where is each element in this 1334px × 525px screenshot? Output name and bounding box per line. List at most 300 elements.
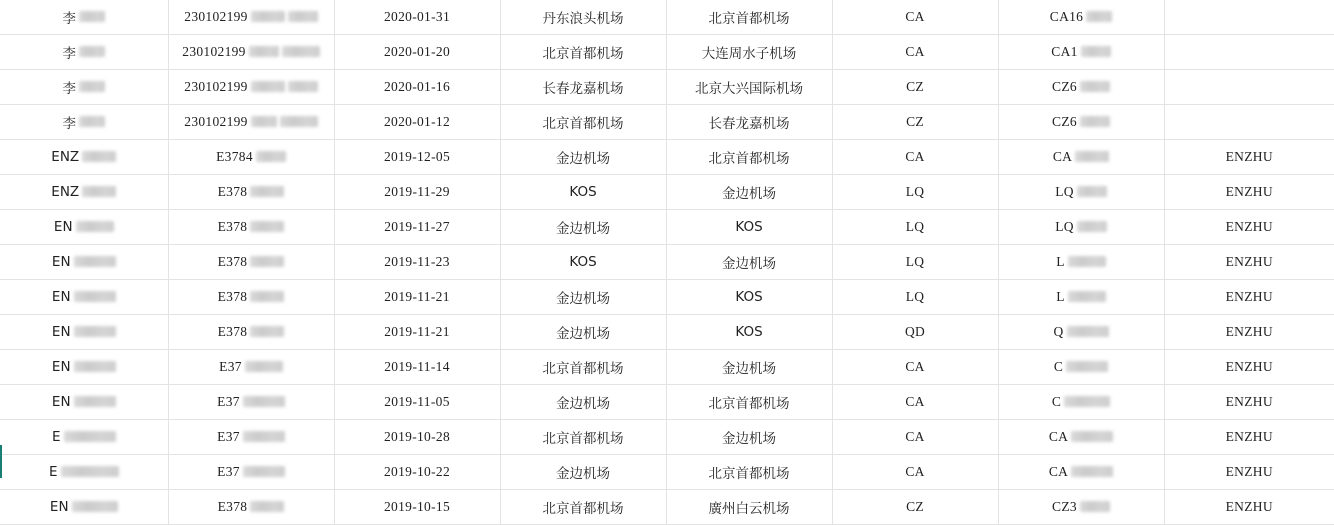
table-row[interactable] bbox=[0, 210, 1334, 245]
arrival-airport-text: 金边机场 bbox=[722, 431, 776, 447]
cell-airline-code[interactable] bbox=[832, 280, 998, 315]
arrival-airport-text: 北京首都机场 bbox=[708, 151, 790, 167]
cell-id-number-content bbox=[217, 464, 285, 480]
cell-id-number[interactable] bbox=[168, 140, 334, 175]
departure-airport-text: 长春龙嘉机场 bbox=[542, 81, 624, 97]
table-row[interactable] bbox=[0, 105, 1334, 140]
cell-record-tag[interactable] bbox=[1164, 280, 1334, 315]
cell-flight-number-content bbox=[1049, 429, 1113, 445]
cell-flight-number-content bbox=[1054, 359, 1108, 375]
cell-airline-code[interactable] bbox=[832, 350, 998, 385]
table-row[interactable] bbox=[0, 70, 1334, 105]
cell-departure-airport-content bbox=[543, 77, 624, 97]
airline-code-text: CA bbox=[905, 359, 925, 374]
cell-id-number-content bbox=[184, 114, 317, 130]
cell-passenger-name-content bbox=[51, 149, 116, 165]
id-number-text: E3784 bbox=[216, 149, 253, 164]
cell-flight-date[interactable] bbox=[334, 420, 500, 455]
cell-passenger-name-content bbox=[49, 464, 119, 480]
cell-flight-date-content bbox=[384, 359, 450, 375]
cell-airline-code[interactable] bbox=[832, 140, 998, 175]
flight-number-text: C bbox=[1053, 359, 1064, 374]
cell-id-number-content bbox=[184, 79, 317, 95]
cell-departure-airport[interactable] bbox=[500, 245, 666, 280]
cell-id-number[interactable] bbox=[168, 245, 334, 280]
cell-departure-airport-content bbox=[569, 184, 596, 200]
cell-record-tag-content bbox=[1226, 289, 1273, 305]
cell-airline-code[interactable] bbox=[832, 105, 998, 140]
cell-departure-airport[interactable] bbox=[500, 140, 666, 175]
cell-id-number[interactable] bbox=[168, 280, 334, 315]
cell-flight-date[interactable] bbox=[334, 140, 500, 175]
cell-airline-code[interactable] bbox=[832, 175, 998, 210]
cell-flight-date-content bbox=[384, 464, 450, 480]
record-tag-text: ENZHU bbox=[1225, 359, 1273, 374]
cell-airline-code[interactable] bbox=[832, 0, 998, 35]
cell-passenger-name[interactable] bbox=[0, 0, 168, 35]
cell-arrival-airport[interactable] bbox=[666, 490, 832, 525]
arrival-airport-text: KOS bbox=[735, 219, 763, 235]
passenger-name-text: EN bbox=[53, 219, 73, 235]
cell-flight-number-content bbox=[1056, 254, 1106, 270]
cell-flight-date[interactable] bbox=[334, 35, 500, 70]
cell-record-tag[interactable] bbox=[1164, 140, 1334, 175]
cell-airline-code-content bbox=[906, 289, 925, 305]
cell-airline-code[interactable] bbox=[832, 455, 998, 490]
cell-id-number-content bbox=[216, 149, 286, 165]
redaction-block bbox=[256, 151, 286, 162]
arrival-airport-text: 长春龙嘉机场 bbox=[708, 116, 790, 132]
redaction-block bbox=[250, 186, 284, 197]
id-number-text: E37 bbox=[219, 359, 242, 374]
cell-airline-code-content bbox=[906, 79, 924, 95]
cell-flight-date-content bbox=[384, 184, 450, 200]
cell-departure-airport-content bbox=[543, 497, 624, 517]
flight-number-text: CA bbox=[1048, 429, 1069, 444]
cell-airline-code-content bbox=[906, 114, 924, 130]
airline-code-text: LQ bbox=[905, 219, 925, 234]
passenger-name-text: 李 bbox=[62, 11, 76, 27]
passenger-name-text: EN bbox=[49, 499, 69, 515]
arrival-airport-text: 北京首都机场 bbox=[708, 466, 790, 482]
cell-record-tag-content bbox=[1226, 254, 1273, 270]
cell-arrival-airport-content bbox=[709, 147, 790, 167]
flight-date-text: 2019-10-22 bbox=[384, 464, 450, 479]
cell-arrival-airport[interactable] bbox=[666, 350, 832, 385]
cell-flight-number-content bbox=[1053, 149, 1109, 165]
arrival-airport-text: 金边机场 bbox=[722, 256, 776, 272]
cell-departure-airport[interactable] bbox=[500, 385, 666, 420]
cell-arrival-airport[interactable] bbox=[666, 210, 832, 245]
record-tag-text: ENZHU bbox=[1225, 254, 1273, 269]
cell-passenger-name-content bbox=[63, 112, 106, 132]
arrival-airport-text: KOS bbox=[735, 289, 763, 305]
cell-flight-date-content bbox=[384, 429, 450, 445]
redaction-block bbox=[282, 46, 320, 57]
redaction-block bbox=[72, 501, 118, 512]
cell-flight-number[interactable] bbox=[998, 35, 1164, 70]
record-tag-text: ENZHU bbox=[1225, 289, 1273, 304]
cell-airline-code[interactable] bbox=[832, 490, 998, 525]
id-number-text: 230102199 bbox=[182, 44, 246, 59]
cell-record-tag[interactable] bbox=[1164, 315, 1334, 350]
cell-id-number[interactable] bbox=[168, 0, 334, 35]
cell-record-tag-content bbox=[1226, 149, 1273, 165]
cell-departure-airport[interactable] bbox=[500, 420, 666, 455]
record-tag-text: ENZHU bbox=[1225, 429, 1273, 444]
redaction-block bbox=[74, 396, 116, 407]
cell-airline-code-content bbox=[906, 219, 925, 235]
cell-arrival-airport[interactable] bbox=[666, 175, 832, 210]
cell-departure-airport-content bbox=[556, 217, 610, 237]
passenger-name-text: EN bbox=[51, 254, 71, 270]
airline-code-text: QD bbox=[904, 324, 926, 339]
cell-flight-date[interactable] bbox=[334, 280, 500, 315]
cell-departure-airport[interactable] bbox=[500, 455, 666, 490]
cell-flight-number[interactable] bbox=[998, 455, 1164, 490]
cell-record-tag-content bbox=[1226, 394, 1273, 410]
table-row[interactable] bbox=[0, 455, 1334, 490]
flight-date-text: 2020-01-16 bbox=[384, 79, 450, 94]
cell-flight-number[interactable] bbox=[998, 210, 1164, 245]
cell-arrival-airport-content bbox=[722, 427, 776, 447]
cell-airline-code-content bbox=[905, 359, 924, 375]
cell-departure-airport-content bbox=[543, 42, 624, 62]
cell-id-number[interactable] bbox=[168, 210, 334, 245]
cell-record-tag[interactable] bbox=[1164, 385, 1334, 420]
cell-airline-code-content bbox=[905, 324, 925, 340]
cell-flight-date[interactable] bbox=[334, 175, 500, 210]
cell-record-tag[interactable] bbox=[1164, 0, 1334, 35]
cell-passenger-name[interactable] bbox=[0, 280, 168, 315]
cell-flight-number[interactable] bbox=[998, 175, 1164, 210]
cell-arrival-airport[interactable] bbox=[666, 105, 832, 140]
cell-record-tag-content bbox=[1226, 499, 1273, 515]
cell-arrival-airport-content bbox=[735, 289, 762, 305]
cell-arrival-airport-content bbox=[709, 112, 790, 132]
cell-departure-airport[interactable] bbox=[500, 35, 666, 70]
cell-departure-airport[interactable] bbox=[500, 210, 666, 245]
flight-date-text: 2020-01-31 bbox=[384, 9, 450, 24]
airline-code-text: CA bbox=[905, 429, 925, 444]
cell-id-number[interactable] bbox=[168, 420, 334, 455]
cell-airline-code-content bbox=[906, 254, 925, 270]
record-tag-text: ENZHU bbox=[1225, 499, 1273, 514]
cell-passenger-name[interactable] bbox=[0, 385, 168, 420]
cell-record-tag[interactable] bbox=[1164, 70, 1334, 105]
flight-number-text: CZ6 bbox=[1052, 114, 1077, 129]
cell-departure-airport[interactable] bbox=[500, 105, 666, 140]
cell-flight-date-content bbox=[384, 219, 450, 235]
table-row[interactable] bbox=[0, 35, 1334, 70]
cell-record-tag[interactable] bbox=[1164, 245, 1334, 280]
cell-departure-airport-content bbox=[556, 392, 610, 412]
cell-arrival-airport-content bbox=[735, 324, 762, 340]
cell-departure-airport-content bbox=[543, 427, 624, 447]
redaction-block bbox=[1086, 11, 1112, 22]
departure-airport-text: 金边机场 bbox=[556, 291, 610, 307]
cell-flight-number[interactable] bbox=[998, 70, 1164, 105]
redaction-block bbox=[245, 361, 283, 372]
flight-number-text: CA1 bbox=[1051, 44, 1078, 59]
cell-id-number[interactable] bbox=[168, 385, 334, 420]
arrival-airport-text: KOS bbox=[735, 324, 763, 340]
cell-departure-airport[interactable] bbox=[500, 175, 666, 210]
cell-arrival-airport[interactable] bbox=[666, 315, 832, 350]
cell-flight-date-content bbox=[384, 254, 450, 270]
cell-flight-number[interactable] bbox=[998, 280, 1164, 315]
cell-departure-airport[interactable] bbox=[500, 490, 666, 525]
passenger-name-text: EN bbox=[51, 359, 71, 375]
id-number-text: 230102199 bbox=[184, 9, 248, 24]
cell-flight-number[interactable] bbox=[998, 105, 1164, 140]
cell-departure-airport[interactable] bbox=[500, 280, 666, 315]
cell-airline-code[interactable] bbox=[832, 35, 998, 70]
cell-flight-date[interactable] bbox=[334, 105, 500, 140]
flight-date-text: 2019-11-21 bbox=[384, 289, 450, 304]
row-selection-marker bbox=[0, 445, 2, 478]
cell-passenger-name-content bbox=[51, 184, 116, 200]
flight-date-text: 2019-12-05 bbox=[384, 149, 450, 164]
flight-date-text: 2019-11-05 bbox=[384, 394, 450, 409]
table-row[interactable] bbox=[0, 175, 1334, 210]
cell-arrival-airport[interactable] bbox=[666, 0, 832, 35]
arrival-airport-text: 金边机场 bbox=[722, 186, 776, 202]
passenger-name-text: EN bbox=[51, 394, 71, 410]
airline-code-text: CA bbox=[905, 394, 925, 409]
cell-arrival-airport[interactable] bbox=[666, 245, 832, 280]
cell-airline-code-content bbox=[905, 429, 924, 445]
redaction-block bbox=[82, 151, 116, 162]
id-number-text: E378 bbox=[217, 499, 248, 514]
cell-flight-date[interactable] bbox=[334, 455, 500, 490]
cell-passenger-name[interactable] bbox=[0, 455, 168, 490]
airline-code-text: CZ bbox=[906, 114, 924, 129]
flight-date-text: 2019-11-21 bbox=[384, 324, 450, 339]
cell-passenger-name[interactable] bbox=[0, 350, 168, 385]
flight-number-text: CZ6 bbox=[1052, 79, 1077, 94]
cell-id-number[interactable] bbox=[168, 35, 334, 70]
cell-flight-date-content bbox=[384, 394, 450, 410]
cell-departure-airport-content bbox=[556, 462, 610, 482]
cell-departure-airport[interactable] bbox=[500, 70, 666, 105]
cell-airline-code[interactable] bbox=[832, 210, 998, 245]
cell-record-tag[interactable] bbox=[1164, 210, 1334, 245]
cell-passenger-name-content bbox=[52, 429, 116, 445]
arrival-airport-text: 大连周水子机场 bbox=[701, 46, 797, 62]
cell-flight-number[interactable] bbox=[998, 315, 1164, 350]
flight-date-text: 2020-01-12 bbox=[384, 114, 450, 129]
cell-passenger-name[interactable] bbox=[0, 210, 168, 245]
cell-flight-number[interactable] bbox=[998, 420, 1164, 455]
cell-airline-code[interactable] bbox=[832, 420, 998, 455]
cell-airline-code[interactable] bbox=[832, 70, 998, 105]
cell-flight-date[interactable] bbox=[334, 70, 500, 105]
departure-airport-text: 北京首都机场 bbox=[542, 116, 624, 132]
cell-arrival-airport[interactable] bbox=[666, 455, 832, 490]
cell-flight-number[interactable] bbox=[998, 0, 1164, 35]
cell-id-number-content bbox=[218, 219, 285, 235]
departure-airport-text: 丹东浪头机场 bbox=[542, 11, 624, 27]
id-number-text: E378 bbox=[217, 254, 248, 269]
cell-passenger-name[interactable] bbox=[0, 490, 168, 525]
flight-date-text: 2019-11-23 bbox=[384, 254, 450, 269]
cell-flight-date[interactable] bbox=[334, 385, 500, 420]
cell-departure-airport-content bbox=[556, 322, 610, 342]
flight-date-text: 2019-11-29 bbox=[384, 184, 450, 199]
cell-record-tag[interactable] bbox=[1164, 35, 1334, 70]
cell-id-number[interactable] bbox=[168, 350, 334, 385]
cell-airline-code[interactable] bbox=[832, 245, 998, 280]
departure-airport-text: 金边机场 bbox=[556, 221, 610, 237]
cell-flight-number[interactable] bbox=[998, 245, 1164, 280]
redaction-block bbox=[250, 221, 284, 232]
cell-departure-airport[interactable] bbox=[500, 315, 666, 350]
cell-flight-date[interactable] bbox=[334, 0, 500, 35]
cell-arrival-airport[interactable] bbox=[666, 280, 832, 315]
cell-record-tag-content bbox=[1226, 219, 1273, 235]
cell-flight-number[interactable] bbox=[998, 385, 1164, 420]
id-number-text: E378 bbox=[217, 219, 248, 234]
cell-id-number[interactable] bbox=[168, 105, 334, 140]
cell-airline-code[interactable] bbox=[832, 315, 998, 350]
cell-record-tag[interactable] bbox=[1164, 490, 1334, 525]
cell-departure-airport-content bbox=[569, 254, 596, 270]
cell-record-tag[interactable] bbox=[1164, 350, 1334, 385]
cell-flight-number[interactable] bbox=[998, 490, 1164, 525]
cell-record-tag[interactable] bbox=[1164, 455, 1334, 490]
cell-passenger-name-content bbox=[63, 77, 106, 97]
cell-flight-number[interactable] bbox=[998, 350, 1164, 385]
cell-arrival-airport-content bbox=[735, 219, 762, 235]
cell-passenger-name[interactable] bbox=[0, 105, 168, 140]
cell-flight-date[interactable] bbox=[334, 350, 500, 385]
flight-number-text: Q bbox=[1053, 324, 1064, 339]
cell-passenger-name[interactable] bbox=[0, 70, 168, 105]
cell-id-number[interactable] bbox=[168, 315, 334, 350]
cell-id-number-content bbox=[182, 44, 319, 60]
cell-arrival-airport[interactable] bbox=[666, 140, 832, 175]
flight-number-text: LQ bbox=[1055, 184, 1074, 199]
cell-arrival-airport[interactable] bbox=[666, 420, 832, 455]
cell-airline-code-content bbox=[905, 9, 924, 25]
table-row[interactable] bbox=[0, 140, 1334, 175]
record-tag-text: ENZHU bbox=[1225, 394, 1273, 409]
cell-passenger-name-content bbox=[63, 7, 106, 27]
redaction-block bbox=[250, 256, 284, 267]
redaction-block bbox=[1080, 81, 1110, 92]
cell-flight-number-content bbox=[1050, 9, 1112, 25]
cell-record-tag[interactable] bbox=[1164, 420, 1334, 455]
cell-arrival-airport[interactable] bbox=[666, 35, 832, 70]
cell-passenger-name[interactable] bbox=[0, 175, 168, 210]
redaction-block bbox=[243, 466, 285, 477]
id-number-text: E378 bbox=[217, 289, 248, 304]
cell-id-number-content bbox=[218, 499, 285, 515]
flight-date-text: 2020-01-20 bbox=[384, 44, 450, 59]
cell-airline-code-content bbox=[905, 44, 924, 60]
cell-record-tag[interactable] bbox=[1164, 105, 1334, 140]
cell-passenger-name-content bbox=[52, 324, 116, 340]
redaction-block bbox=[74, 291, 116, 302]
id-number-text: E378 bbox=[217, 324, 248, 339]
cell-id-number[interactable] bbox=[168, 175, 334, 210]
cell-departure-airport-content bbox=[543, 7, 624, 27]
cell-arrival-airport-content bbox=[709, 462, 790, 482]
cell-flight-date[interactable] bbox=[334, 245, 500, 280]
redaction-block bbox=[64, 431, 116, 442]
cell-id-number-content bbox=[218, 289, 285, 305]
flight-number-text: CA bbox=[1052, 149, 1073, 164]
cell-passenger-name[interactable] bbox=[0, 35, 168, 70]
cell-flight-date-content bbox=[384, 79, 450, 95]
redaction-block bbox=[1068, 291, 1106, 302]
cell-arrival-airport[interactable] bbox=[666, 385, 832, 420]
cell-flight-number-content bbox=[1049, 464, 1113, 480]
flight-date-text: 2019-10-15 bbox=[384, 499, 450, 514]
cell-id-number[interactable] bbox=[168, 490, 334, 525]
cell-departure-airport[interactable] bbox=[500, 350, 666, 385]
flight-number-text: C bbox=[1051, 394, 1062, 409]
cell-arrival-airport-content bbox=[702, 42, 797, 62]
record-tag-text: ENZHU bbox=[1225, 184, 1273, 199]
cell-passenger-name[interactable] bbox=[0, 245, 168, 280]
cell-id-number-content bbox=[218, 324, 285, 340]
table-row[interactable] bbox=[0, 490, 1334, 525]
cell-passenger-name[interactable] bbox=[0, 140, 168, 175]
cell-flight-date[interactable] bbox=[334, 490, 500, 525]
cell-passenger-name[interactable] bbox=[0, 315, 168, 350]
table-row[interactable] bbox=[0, 280, 1334, 315]
cell-arrival-airport[interactable] bbox=[666, 70, 832, 105]
redaction-block bbox=[74, 361, 116, 372]
cell-flight-date[interactable] bbox=[334, 210, 500, 245]
table-row[interactable] bbox=[0, 245, 1334, 280]
cell-departure-airport[interactable] bbox=[500, 0, 666, 35]
cell-record-tag[interactable] bbox=[1164, 175, 1334, 210]
airline-code-text: CZ bbox=[906, 79, 924, 94]
passenger-name-text: E bbox=[48, 464, 58, 480]
redaction-block bbox=[82, 186, 116, 197]
cell-flight-date-content bbox=[384, 324, 450, 340]
cell-record-tag-content bbox=[1226, 324, 1273, 340]
redaction-block bbox=[79, 81, 105, 92]
redaction-block bbox=[1075, 151, 1109, 162]
cell-flight-date-content bbox=[384, 149, 450, 165]
table-row[interactable] bbox=[0, 0, 1334, 35]
passenger-name-text: ENZ bbox=[51, 149, 80, 165]
cell-flight-date-content bbox=[384, 289, 450, 305]
passenger-name-text: EN bbox=[51, 324, 71, 340]
flight-date-text: 2019-11-14 bbox=[384, 359, 450, 374]
table-row[interactable] bbox=[0, 350, 1334, 385]
cell-flight-number[interactable] bbox=[998, 140, 1164, 175]
departure-airport-text: 金边机场 bbox=[556, 151, 610, 167]
airline-code-text: CA bbox=[905, 464, 925, 479]
cell-id-number[interactable] bbox=[168, 70, 334, 105]
id-number-text: 230102199 bbox=[184, 79, 248, 94]
redaction-block bbox=[249, 46, 279, 57]
cell-passenger-name[interactable] bbox=[0, 420, 168, 455]
table-row[interactable] bbox=[0, 420, 1334, 455]
table-row[interactable] bbox=[0, 315, 1334, 350]
table-row[interactable] bbox=[0, 385, 1334, 420]
cell-id-number[interactable] bbox=[168, 455, 334, 490]
record-tag-text: ENZHU bbox=[1225, 324, 1273, 339]
redaction-block bbox=[288, 11, 318, 22]
cell-airline-code[interactable] bbox=[832, 385, 998, 420]
cell-flight-date[interactable] bbox=[334, 315, 500, 350]
